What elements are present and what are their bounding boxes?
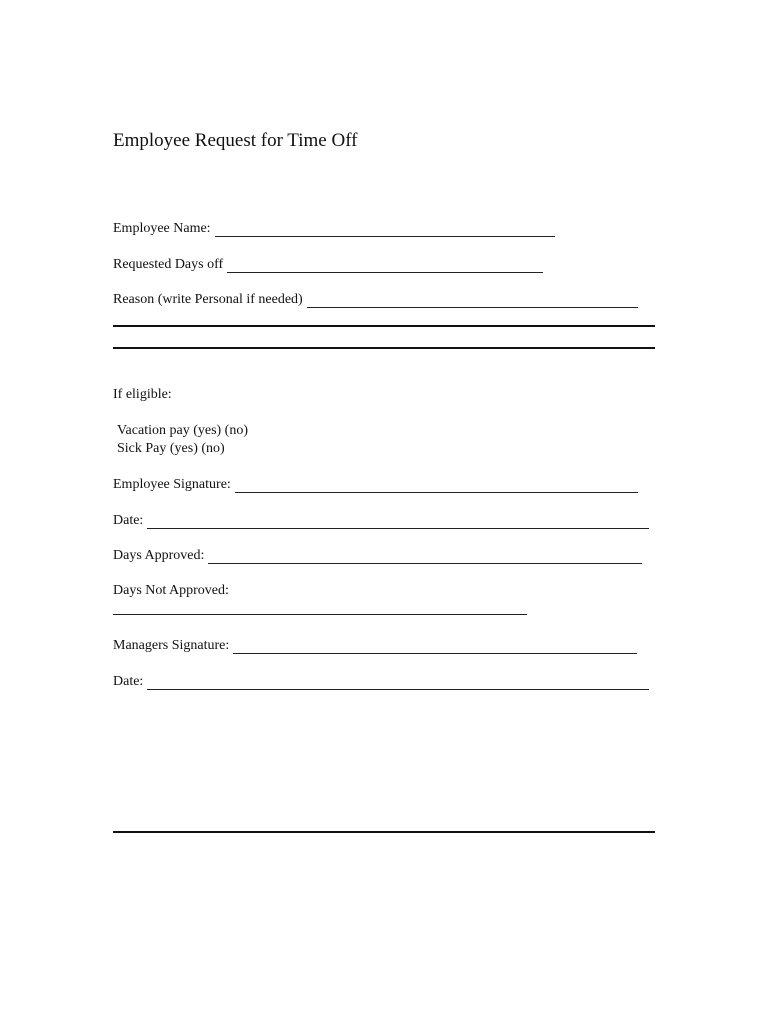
if-eligible-label: If eligible:: [113, 387, 172, 402]
employee-signature-label: Employee Signature:: [113, 477, 231, 492]
date-label-2: Date:: [113, 674, 144, 689]
date-field-2: [113, 671, 649, 691]
reason-label: Reason (write Personal if needed): [113, 292, 303, 307]
requested-days-blank[interactable]: [227, 258, 543, 273]
reason-line-3[interactable]: [113, 347, 655, 349]
date-field-1: [113, 510, 649, 530]
date-label-1: Date:: [113, 513, 144, 528]
days-approved-blank[interactable]: [208, 549, 642, 564]
date-blank-2[interactable]: [147, 675, 649, 690]
managers-signature-field: [113, 635, 637, 655]
days-not-approved-blank[interactable]: [113, 614, 527, 615]
days-not-approved-label: Days Not Approved:: [113, 583, 229, 598]
reason-field: [113, 289, 638, 309]
requested-days-label: Requested Days off: [113, 257, 224, 272]
employee-name-field: [113, 218, 555, 238]
managers-signature-blank[interactable]: [233, 639, 637, 654]
bottom-rule: [113, 831, 655, 833]
form-title: Employee Request for Time Off: [113, 130, 358, 151]
managers-signature-label: Managers Signature:: [113, 638, 230, 653]
sick-pay-option[interactable]: Sick Pay (yes) (no): [117, 441, 225, 456]
employee-signature-blank[interactable]: [235, 478, 638, 493]
days-approved-label: Days Approved:: [113, 548, 205, 563]
reason-blank[interactable]: [307, 293, 638, 308]
requested-days-field: [113, 254, 543, 274]
employee-name-blank[interactable]: [215, 222, 555, 237]
days-approved-field: [113, 545, 642, 565]
reason-line-2[interactable]: [113, 325, 655, 327]
employee-name-label: Employee Name:: [113, 221, 211, 236]
vacation-pay-option[interactable]: Vacation pay (yes) (no): [117, 423, 249, 438]
employee-signature-field: [113, 474, 638, 494]
date-blank-1[interactable]: [147, 514, 649, 529]
